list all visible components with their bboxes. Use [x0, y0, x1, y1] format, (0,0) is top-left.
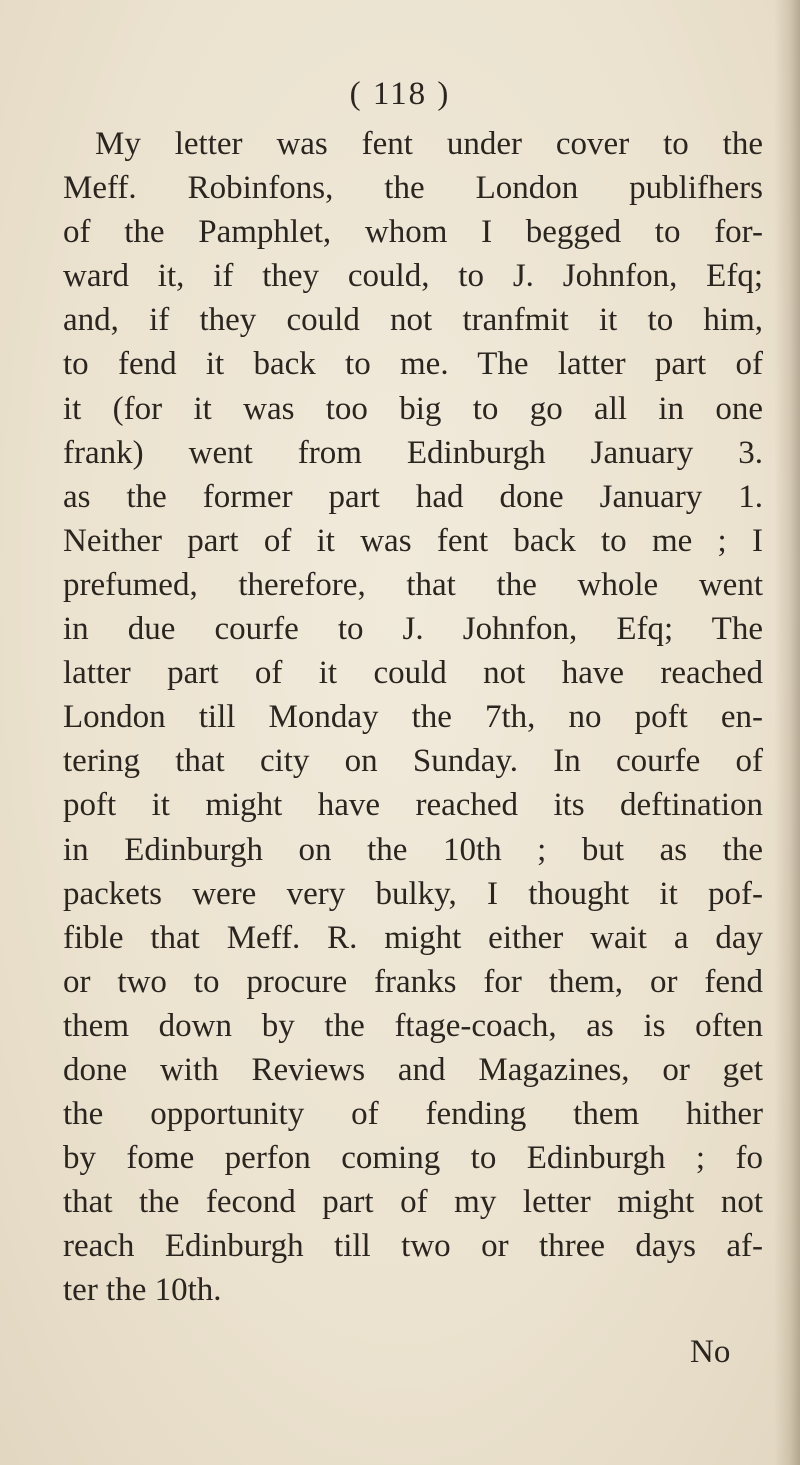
text-line: them down by the ftage-coach, as is often: [63, 1007, 763, 1044]
text-line: it (for it was too big to go all in one: [63, 390, 763, 427]
text-line: poft it might have reached its deftination: [63, 787, 763, 824]
text-line: reach Edinburgh till two or three days af-: [63, 1228, 763, 1265]
text-line: Meff. Robinfons, the London publifhers: [63, 170, 763, 207]
body-text: [63, 122, 763, 1313]
text-line: prefumed, therefore, that the whole went: [63, 566, 763, 603]
text-line: My letter was fent under cover to the: [95, 126, 763, 162]
text-line: fible that Meff. R. might either wait a day: [63, 919, 763, 956]
text-line: as the former part had done January 1.: [63, 478, 763, 515]
text-line: or two to procure franks for them, or fend: [63, 963, 763, 1000]
text-line: in Edinburgh on the 10th ; but as the: [63, 831, 763, 868]
text-line: ward it, if they could, to J. Johnfon, Efq;: [63, 258, 763, 295]
text-line: latter part of it could not have reached: [63, 655, 763, 692]
text-line: of the Pamphlet, whom I begged to for-: [63, 214, 763, 251]
text-line: that the fecond part of my letter might not: [63, 1184, 763, 1221]
page-edge-shadow: [774, 0, 800, 1465]
text-line: by fome perfon coming to Edinburgh ; fo: [63, 1140, 763, 1177]
page-number-header: ( 118 ): [349, 76, 451, 112]
text-line: and, if they could not tranfmit it to him,: [63, 302, 763, 339]
text-line: tering that city on Sunday. In courfe of: [63, 743, 763, 780]
text-line: ter the 10th.: [63, 1272, 222, 1309]
text-line: London till Monday the 7th, no poft en-: [63, 699, 763, 736]
text-line: packets were very bulky, I thought it pof-: [63, 875, 763, 912]
text-line: frank) went from Edinburgh January 3.: [63, 434, 763, 471]
text-line: Neither part of it was fent back to me ; I: [63, 522, 763, 559]
text-line: the opportunity of fending them hither: [63, 1096, 763, 1133]
text-line: to fend it back to me. The latter part of: [63, 346, 763, 383]
catchword: No: [690, 1334, 731, 1370]
text-line: in due courfe to J. Johnfon, Efq; The: [63, 611, 763, 648]
text-line: done with Reviews and Magazines, or get: [63, 1051, 763, 1088]
